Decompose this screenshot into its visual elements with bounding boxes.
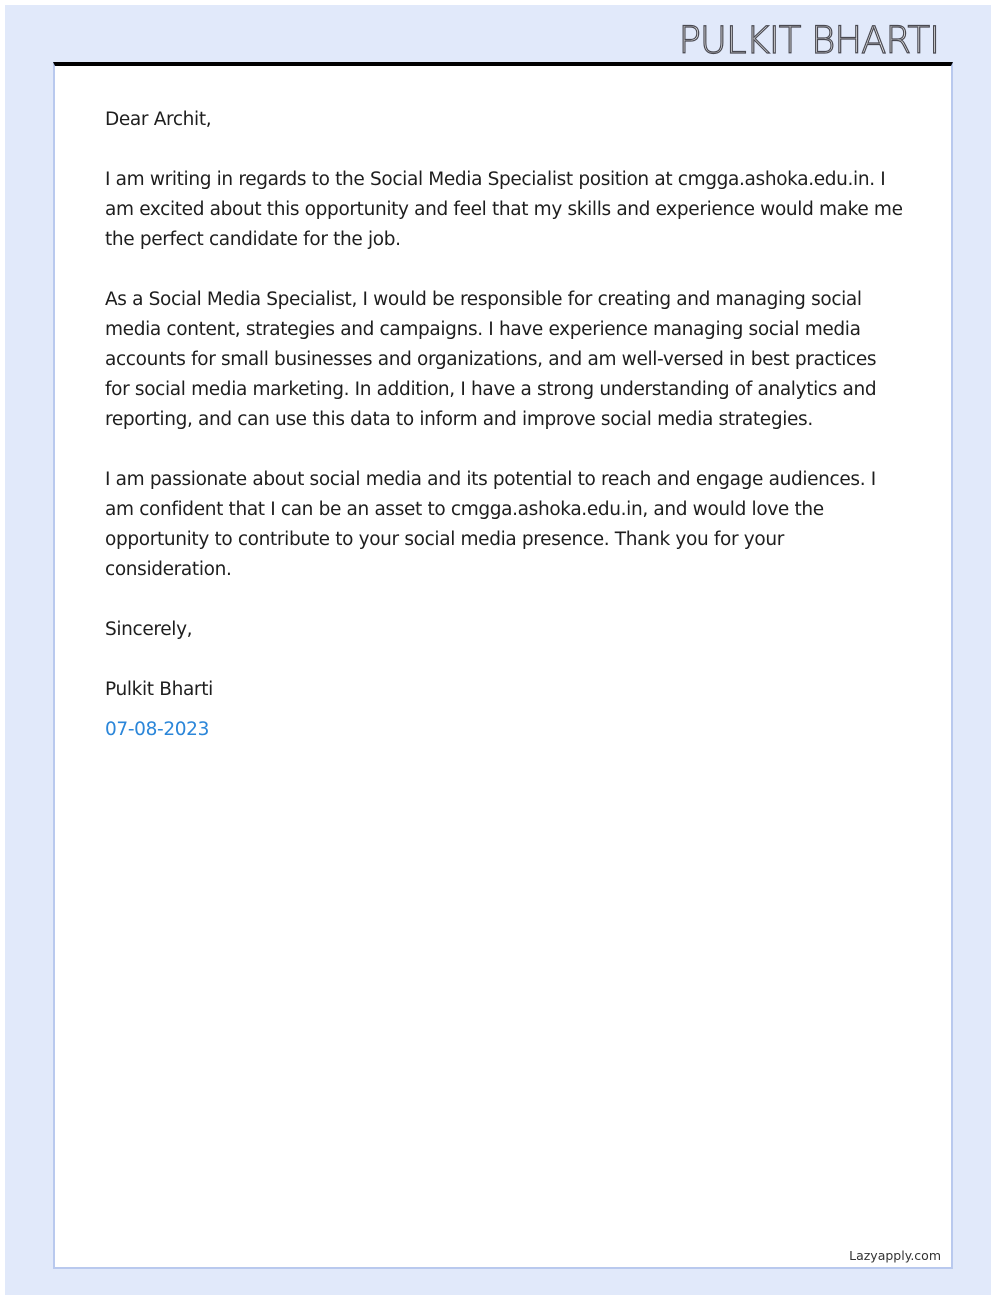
footer-brand: Lazyapply.com [849,1248,941,1263]
letter-date: 07-08-2023 [105,719,210,740]
signature-name: Pulkit Bharti [105,679,213,700]
paragraph-closing: I am passionate about social media and its potential to reach and engage audiences. I am confident that I can be an asset to cmgga.ashoka.edu.in, and would love the opportunity to contribute to your social media presence. Thank you for your consideration. [105,469,876,580]
paragraph-intro: I am writing in regards to the Social Media Specialist position at cmgga.ashoka.edu.in. I am excited about this opportunity and feel that my skills and experience would make me the perfect candidate for the job. [105,169,903,250]
salutation: Dear Archit, [105,109,212,130]
document-frame [5,5,991,1295]
cover-letter-body [105,105,905,745]
applicant-name-header: PULKIT BHARTI [678,19,939,62]
letter-page [53,62,953,1269]
paragraph-experience: As a Social Media Specialist, I would be responsible for creating and managing social media content, strategies and campaigns. I have experience managing social media accounts for small businesses and organizations, and am well-versed in best practices for social media marketing. In addition, I have a strong understanding of analytics and reporting, and can use this data to inform and improve social media strategies. [105,289,877,430]
closing-phrase: Sincerely, [105,619,193,640]
